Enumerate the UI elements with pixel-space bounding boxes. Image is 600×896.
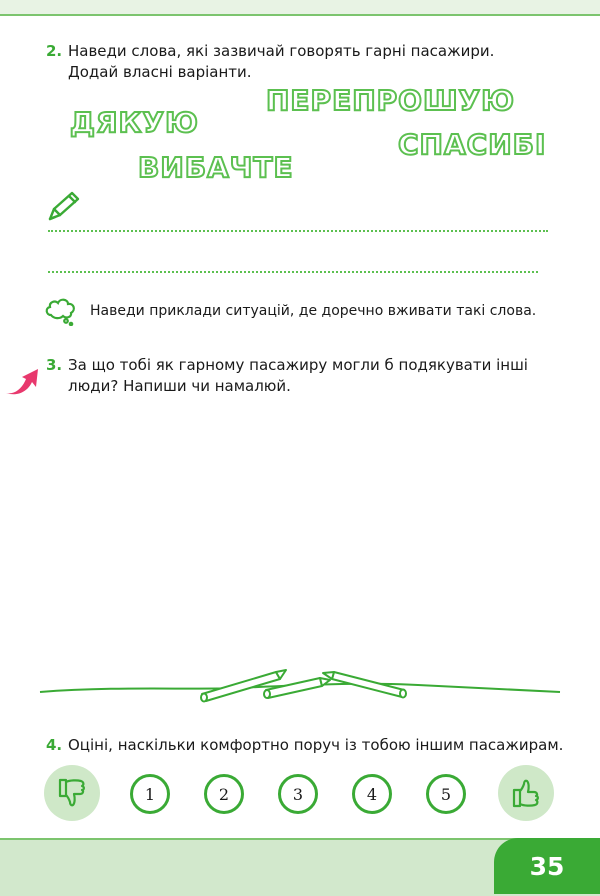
arrow-icon — [4, 365, 44, 397]
task-3-text: За що тобі як гарному пасажиру могли б подякувати інші люди? Напиши чи намалюй. — [68, 356, 528, 395]
rating-5[interactable]: 5 — [426, 774, 466, 814]
pencil-icon — [44, 189, 84, 225]
thumbs-up-icon — [509, 776, 543, 810]
thought-cloud-icon — [44, 296, 78, 326]
word-diakuiu: ДЯКУЮ — [70, 106, 199, 139]
pencils-divider — [38, 660, 564, 706]
word-spasybi: СПАСИБІ — [398, 128, 547, 161]
writing-line-1[interactable] — [48, 230, 548, 232]
top-band — [0, 0, 600, 16]
task-2-number: 2. — [46, 42, 63, 60]
writing-line-2[interactable] — [48, 271, 538, 273]
discuss-prompt: Наведи приклади ситуацій, де доречно вживати такі слова. — [90, 303, 537, 319]
task-3-number: 3. — [46, 356, 63, 374]
task-2-text: Наведи слова, які зазвичай говорять гарні пасажири. Додай власні варіанти. — [68, 42, 495, 81]
thumbs-down-icon — [55, 776, 89, 810]
task-4-text: Оціні, наскільки комфортно поруч із тобою іншим пасажирам. — [68, 736, 564, 754]
rating-3[interactable]: 3 — [278, 774, 318, 814]
page-number: 35 — [494, 838, 600, 894]
thumbs-up-button[interactable] — [498, 765, 554, 821]
thumbs-down-button[interactable] — [44, 765, 100, 821]
drawing-area[interactable] — [40, 400, 560, 670]
rating-4[interactable]: 4 — [352, 774, 392, 814]
rating-1[interactable]: 1 — [130, 774, 170, 814]
rating-2[interactable]: 2 — [204, 774, 244, 814]
task-4-number: 4. — [46, 736, 63, 754]
word-vybachte: ВИБАЧТЕ — [138, 151, 294, 184]
word-pereproshuiu: ПЕРЕПРОШУЮ — [266, 84, 516, 117]
